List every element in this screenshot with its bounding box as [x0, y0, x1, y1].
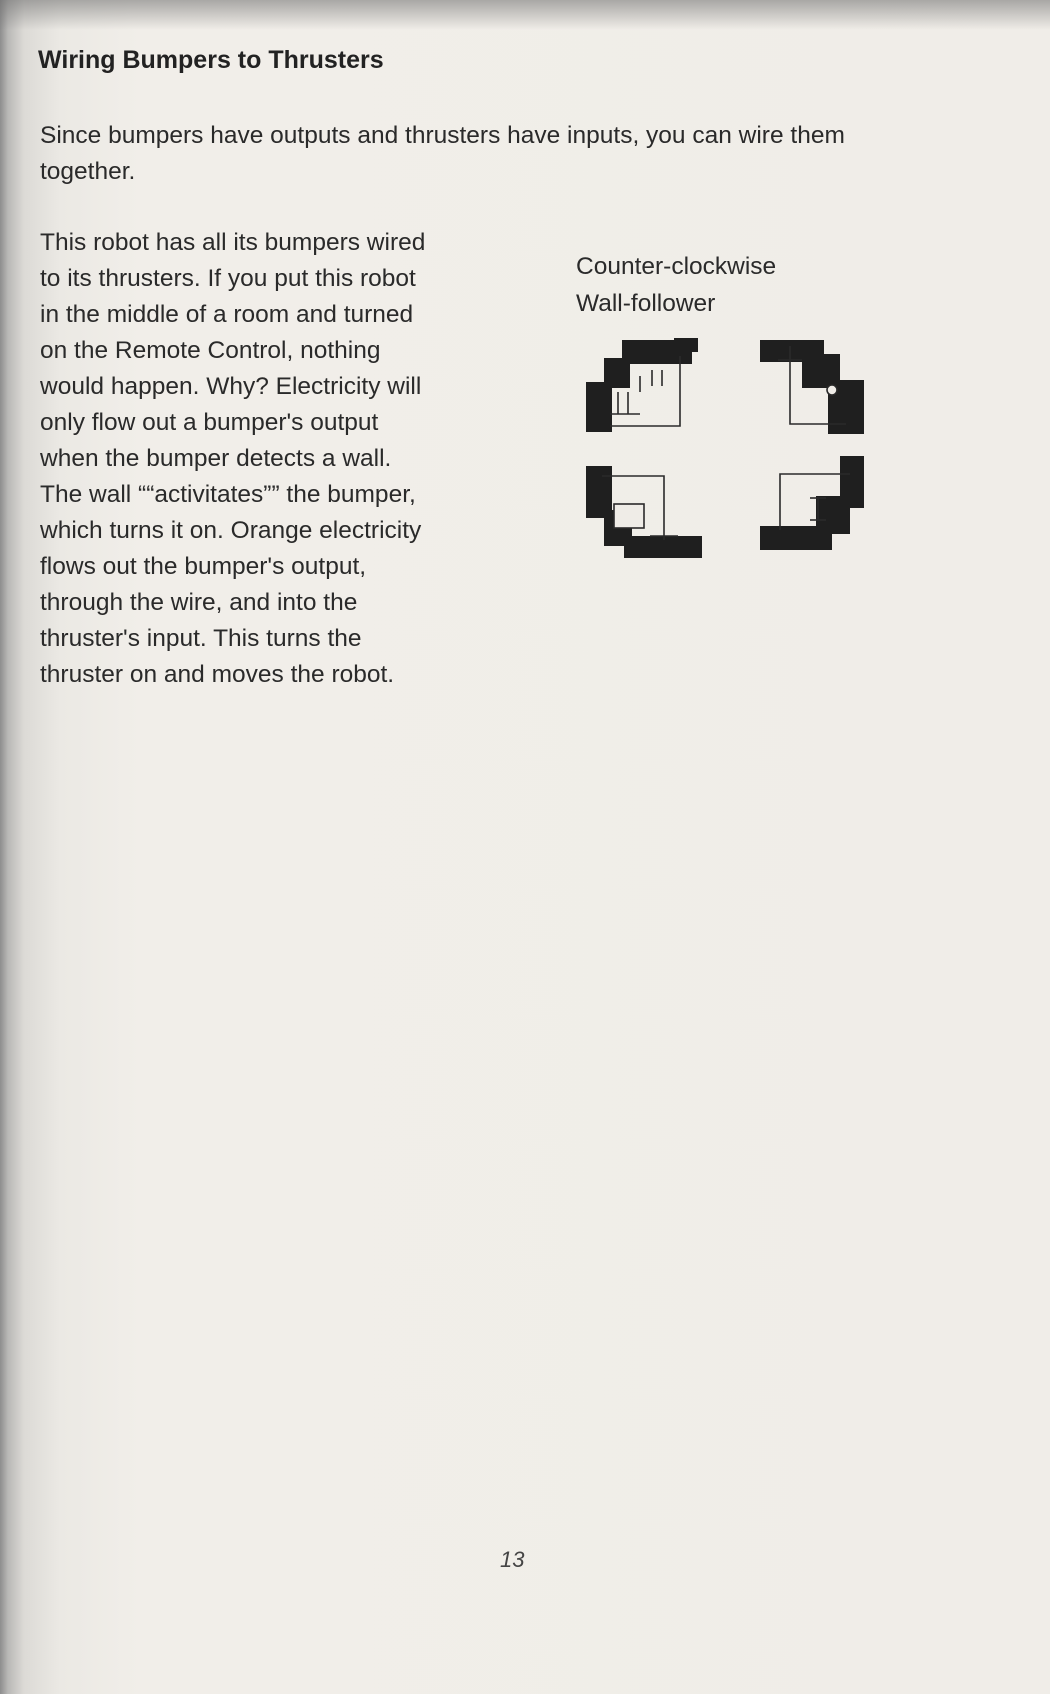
body-line: which turns it on. Orange electricity — [40, 517, 422, 544]
caption-line-2: Wall-follower — [576, 290, 716, 317]
section-heading: Wiring Bumpers to Thrusters — [38, 46, 384, 74]
body-line: on the Remote Control, nothing — [40, 337, 381, 364]
caption-line-1: Counter-clockwise — [576, 253, 777, 280]
body-line: thruster on and moves the robot. — [40, 661, 395, 688]
body-line: This robot has all its bumpers wired — [40, 229, 426, 256]
wall-follower-diagram — [570, 330, 890, 610]
body-line: would happen. Why? Electricity will — [40, 373, 422, 400]
body-line: to its thrusters. If you put this robot — [40, 265, 416, 292]
body-line: only flow out a bumper's output — [40, 409, 379, 436]
body-line: through the wire, and into the — [40, 589, 358, 616]
figure-caption — [576, 248, 776, 322]
body-line: thruster's input. This turns the — [40, 625, 362, 652]
intro-paragraph: Since bumpers have outputs and thrusters have inputs, you can wire them together. — [40, 122, 845, 185]
robot-top-right — [760, 340, 864, 434]
body-line: when the bumper detects a wall. — [40, 445, 392, 472]
body-line: flows out the bumper's output, — [40, 553, 367, 580]
robot-top-left — [586, 338, 698, 432]
page-number: 13 — [500, 1547, 525, 1572]
body-line: The wall ““activitates”” the bumper, — [40, 481, 416, 508]
body-paragraph — [40, 225, 510, 693]
robot-bottom-right — [760, 456, 864, 550]
body-line: in the middle of a room and turned — [40, 301, 414, 328]
